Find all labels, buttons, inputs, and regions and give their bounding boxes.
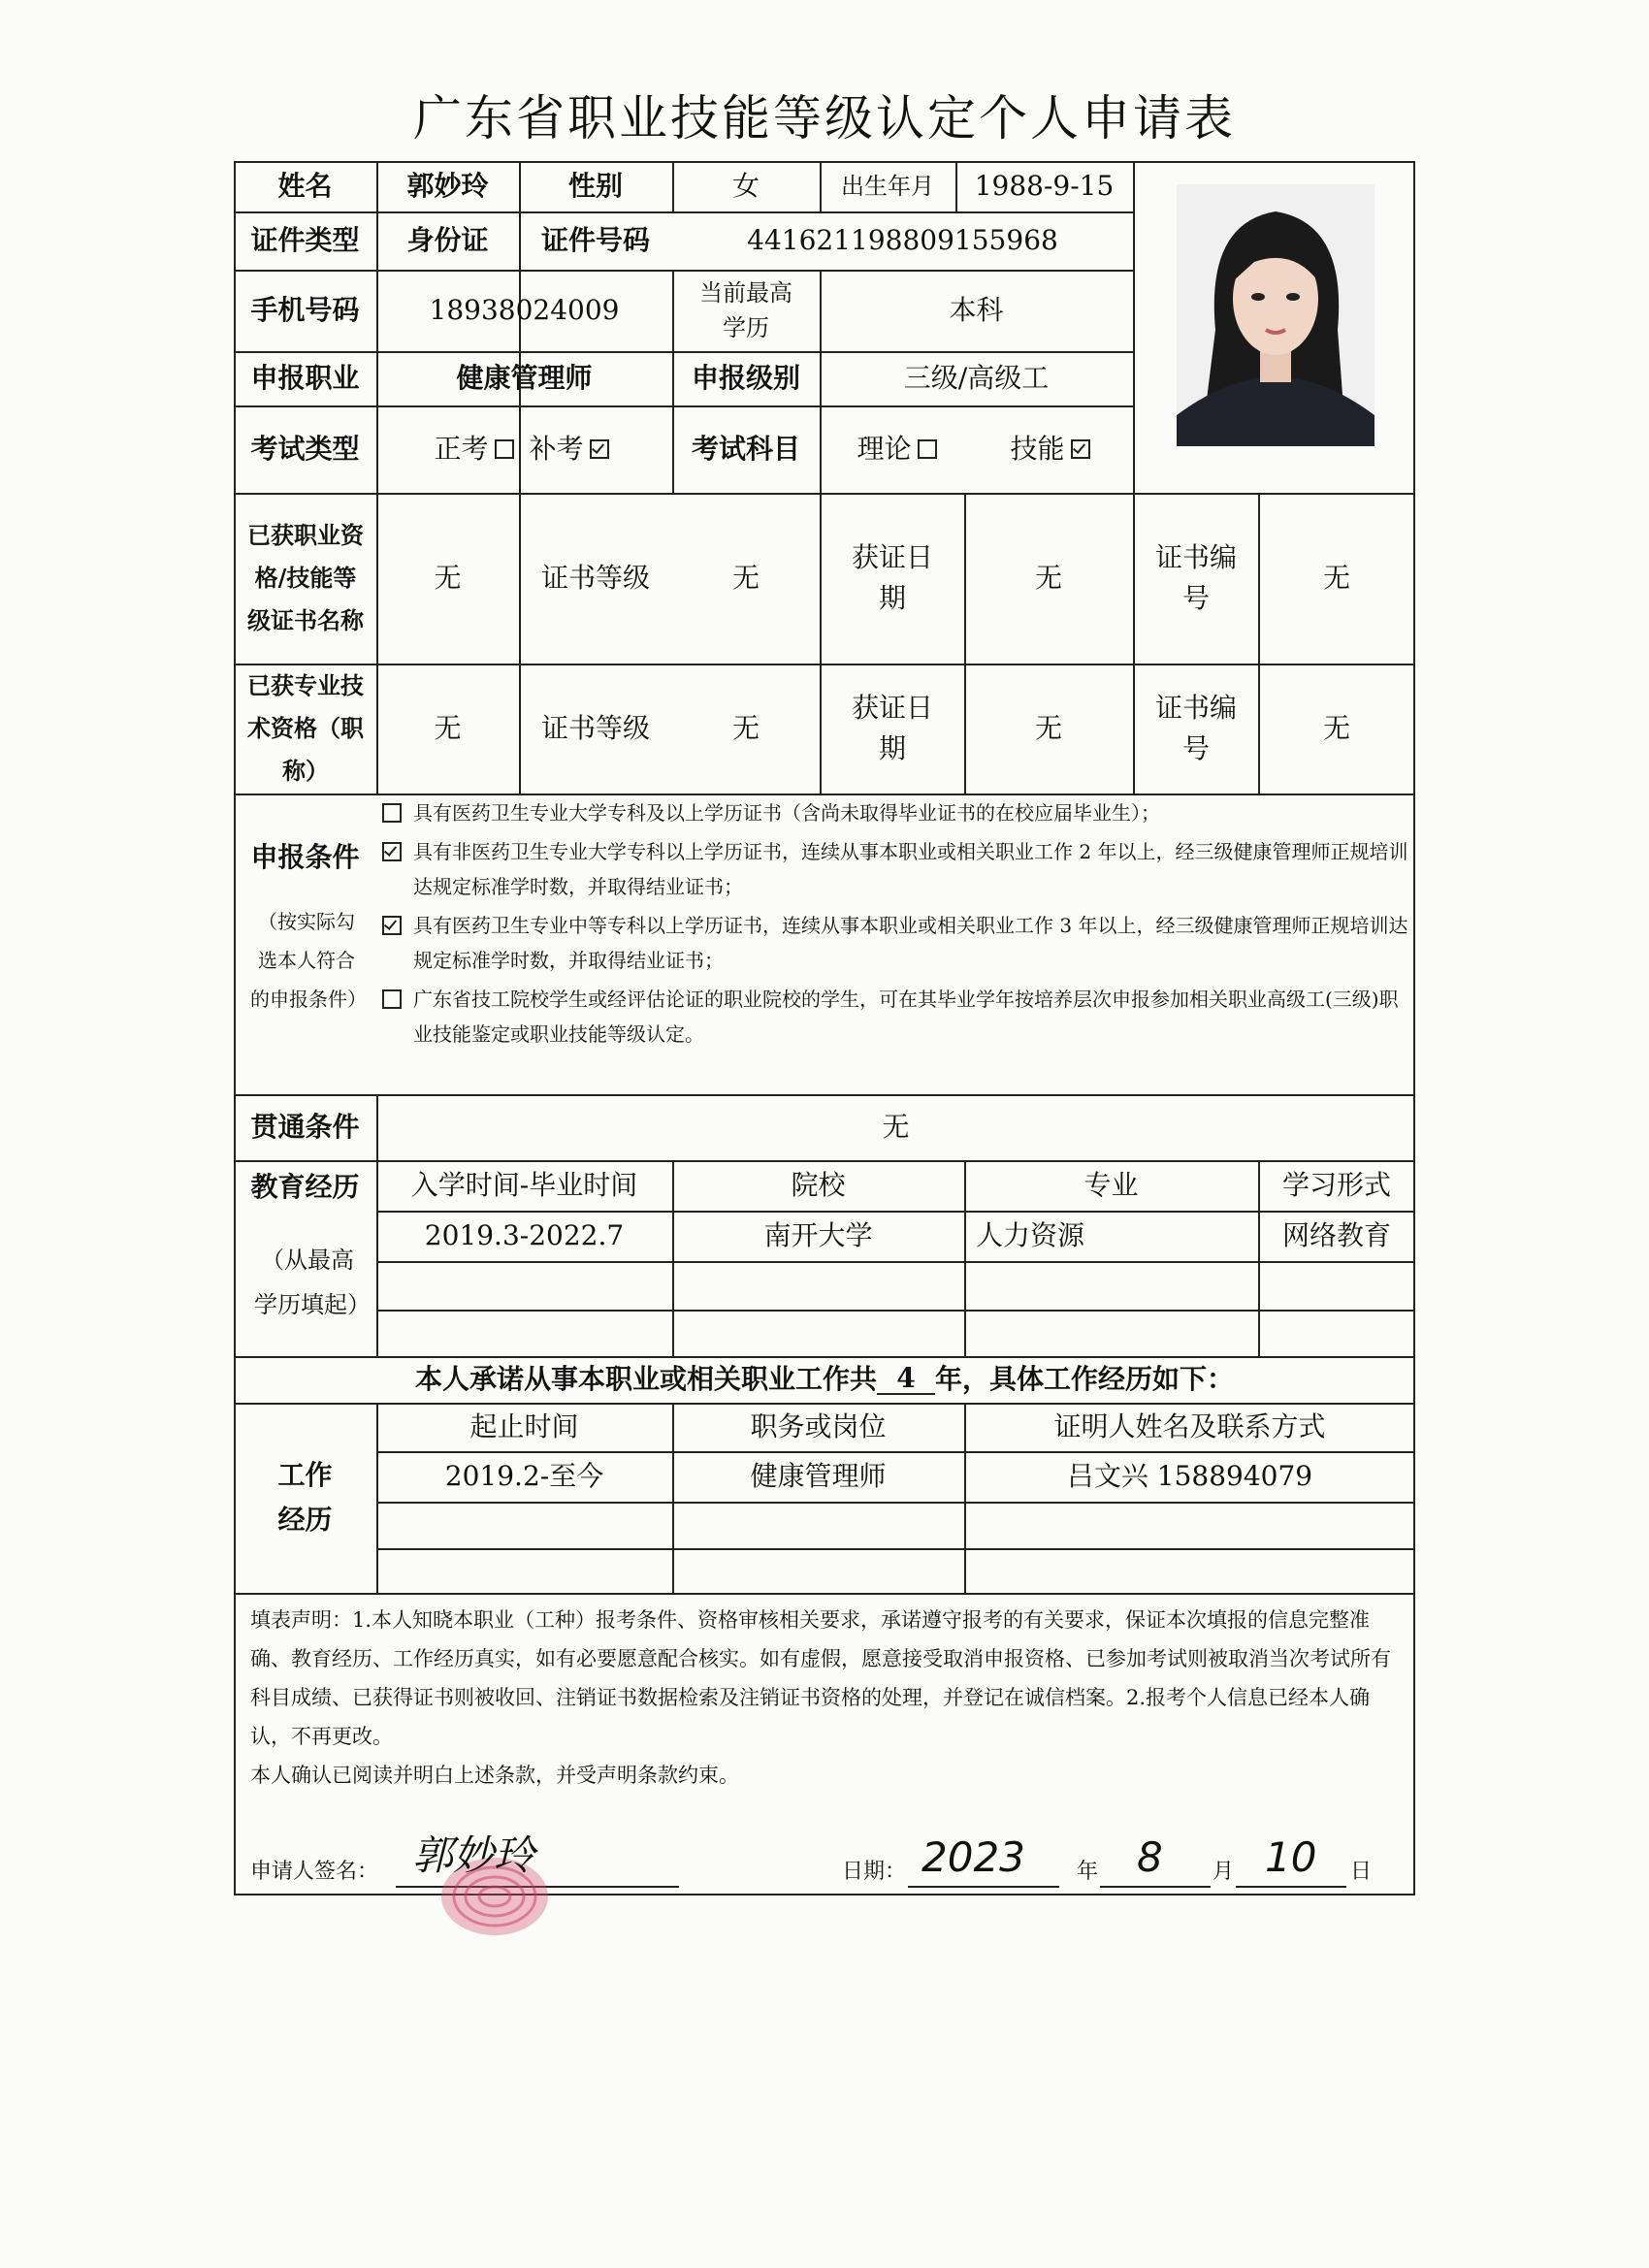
through-value: 无: [882, 1111, 910, 1143]
edu-row-mode: 网络教育: [1281, 1219, 1391, 1251]
condition-item: 具有医药卫生专业大学专科及以上学历证书（含尚未取得毕业证书的在校应届毕业生）；: [380, 795, 1408, 830]
exam-regular-label: 正考: [434, 433, 489, 465]
condition-item: 具有非医药卫生专业大学专科以上学历证书，连续从事本职业或相关职业工作 2 年以上，经三级健康管理师正规培训达规定标准学时数，并取得结业证书；: [380, 834, 1408, 904]
education-label: 教育经历: [250, 1171, 360, 1203]
subject-skill-checkbox[interactable]: [1071, 439, 1090, 459]
vline: [1133, 161, 1135, 493]
edu-header-school: 院校: [791, 1169, 846, 1201]
job-label: 申报职业: [250, 362, 360, 394]
qual-cert-no: 无: [1322, 562, 1350, 594]
subject-theory-checkbox[interactable]: [918, 439, 937, 459]
edu-row-major: 人力资源: [976, 1219, 1085, 1251]
name-value: 郭妙玲: [406, 170, 489, 202]
hline: [234, 1593, 1415, 1595]
id-type-value: 身份证: [406, 224, 489, 256]
declaration-confirm: 本人确认已阅读并明白上述条款，并受声明条款约束。: [250, 1764, 739, 1787]
job-value: 健康管理师: [456, 362, 593, 394]
year-line: [908, 1886, 1059, 1888]
hline: [376, 1502, 1415, 1504]
condition-checkbox[interactable]: [382, 803, 402, 823]
vline: [820, 493, 822, 794]
hline: [376, 1548, 1415, 1550]
phone-value: 18938024009: [429, 294, 620, 326]
dob-label: 出生年月: [841, 173, 934, 200]
qual-cert-date-label: 获证日期: [851, 541, 933, 614]
signature-label: 申请人签名：: [250, 1860, 379, 1884]
qual-title-name: 无: [434, 712, 462, 744]
work-row-period: 2019.2-至今: [444, 1460, 604, 1492]
edu-value: 本科: [949, 294, 1004, 326]
month-line: [1100, 1886, 1211, 1888]
name-label: 姓名: [277, 170, 333, 202]
exam-makeup-checkbox[interactable]: [590, 439, 609, 459]
work-header-position: 职务或岗位: [750, 1410, 887, 1442]
condition-item: 广东省技工院校学生或经评估论证的职业院校的学生，可在其毕业学年按培养层次申报参加相关职业高级工(三级)职业技能鉴定或职业技能等级认定。: [380, 982, 1408, 1052]
conditions-list: [380, 795, 1408, 1055]
qual-cert-label: 已获职业资格/技能等级证书名称: [247, 521, 364, 634]
date-year: 2023: [922, 1833, 1025, 1881]
edu-header-major: 专业: [1083, 1169, 1139, 1201]
level-label: 申报级别: [691, 362, 800, 394]
qual-cert-level: 无: [731, 562, 760, 594]
subject-skill-label: 技能: [1010, 433, 1065, 465]
level-value: 三级/高级工: [903, 362, 1050, 394]
condition-checkbox[interactable]: [382, 989, 402, 1009]
qual-title-no: 无: [1322, 712, 1350, 744]
form-title: 广东省职业技能等级认定个人申请表: [413, 90, 1236, 146]
subject-theory-label: 理论: [857, 433, 912, 465]
id-no-label: 证件号码: [540, 224, 650, 256]
declaration-text: 填表声明：1.本人知晓本职业（工种）报考条件、资格审核相关要求，承诺遵守报考的有关要求，保证本次填报的信息完整准确、教育经历、工作经历真实，如有必要愿意配合核实。如有虚假，愿意接受取消申报资格、已参加考试则被取消当次考试所有科目成绩、已获得证书则被收回、注销证书数据检索及注销证书资格的处理，并登记在诚信档案。2.报考个人信息已经本人确认，不再更改。: [250, 1608, 1391, 1748]
condition-checkbox[interactable]: [382, 842, 402, 861]
edu-row-period: 2019.3-2022.7: [424, 1219, 625, 1251]
signature: 郭妙玲: [412, 1831, 535, 1879]
exam-subject-options: [820, 405, 1133, 493]
condition-item: 具有医药卫生专业中等专科以上学历证书，连续从事本职业或相关职业工作 3 年以上，经三级健康管理师正规培训达规定标准学时数，并取得结业证书；: [380, 908, 1408, 978]
exam-type-options: [376, 405, 672, 493]
exam-subject-label: 考试科目: [691, 433, 800, 465]
qual-title-label: 已获专业技术资格（职称）: [247, 671, 364, 785]
edu-header-mode: 学习形式: [1281, 1169, 1391, 1201]
id-type-label: 证件类型: [250, 224, 360, 256]
edu-label: 当前最高学历: [699, 279, 792, 341]
qual-cert-name: 无: [434, 562, 462, 594]
phone-label: 手机号码: [250, 294, 360, 326]
work-label: 工作经历: [277, 1459, 333, 1536]
work-row-reference: 吕文兴 158894079: [1066, 1460, 1313, 1492]
edu-row-school: 南开大学: [763, 1219, 873, 1251]
condition-checkbox[interactable]: [382, 916, 402, 935]
through-label: 贯通条件: [250, 1111, 360, 1143]
qual-title-no-label: 证书编号: [1154, 692, 1237, 764]
work-header-reference: 证明人姓名及联系方式: [1053, 1410, 1326, 1442]
exam-type-label: 考试类型: [250, 433, 360, 465]
education-note: （从最高学历填起）: [254, 1247, 371, 1318]
dob-value: 1988-9-15: [974, 170, 1115, 202]
qual-title-date: 无: [1034, 712, 1062, 744]
vline: [1133, 493, 1135, 794]
conditions-note: （按实际勾选本人符合的申报条件）: [250, 910, 367, 1011]
date-month: 8: [1137, 1833, 1163, 1881]
date-label: 日期：: [842, 1860, 907, 1884]
declaration: [250, 1601, 1405, 1795]
edu-header-period: 入学时间-毕业时间: [410, 1169, 638, 1201]
day-line: [1236, 1886, 1346, 1888]
qual-title-date-label: 获证日期: [851, 692, 933, 764]
portrait-image: [1177, 184, 1374, 446]
year-unit: 年: [1077, 1860, 1099, 1884]
qual-cert-date: 无: [1034, 562, 1062, 594]
gender-value: 女: [731, 170, 760, 202]
exam-makeup-label: 补考: [529, 433, 584, 465]
qual-title-level: 无: [731, 712, 760, 744]
applicant-photo: [1177, 184, 1374, 446]
month-unit: 月: [1212, 1860, 1235, 1884]
promise-years: 4: [877, 1364, 935, 1395]
qual-cert-no-label: 证书编号: [1154, 541, 1237, 614]
day-unit: 日: [1350, 1860, 1373, 1884]
work-header-period: 起止时间: [469, 1410, 579, 1442]
date-day: 10: [1265, 1833, 1317, 1881]
promise-line: 本人承诺从事本职业或相关职业工作共 4 年，具体工作经历如下：: [414, 1362, 1235, 1395]
gender-label: 性别: [567, 170, 623, 202]
conditions-label: 申报条件: [250, 841, 360, 873]
work-row-position: 健康管理师: [750, 1460, 887, 1492]
qual-title-level-label: 证书等级: [540, 712, 650, 744]
exam-regular-checkbox[interactable]: [495, 439, 514, 459]
qual-cert-level-label: 证书等级: [540, 562, 650, 594]
id-no-value: 441621198809155968: [747, 224, 1058, 256]
